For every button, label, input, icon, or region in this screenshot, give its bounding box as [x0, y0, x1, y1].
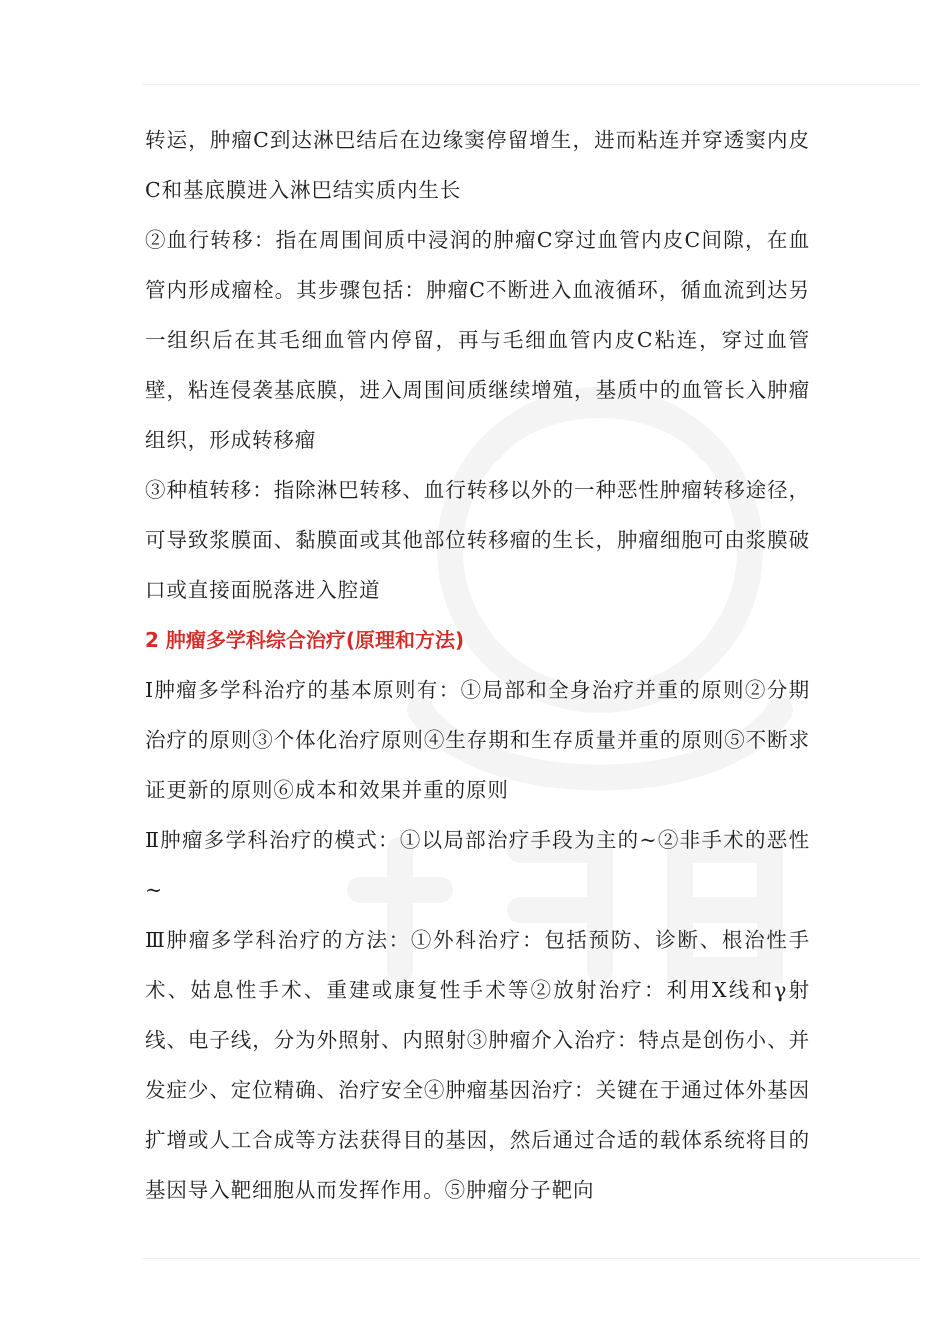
top-divider	[143, 84, 920, 85]
section-heading: 2 肿瘤多学科综合治疗(原理和方法)	[145, 628, 465, 652]
paragraph-implantation-metastasis: ③种植转移：指除淋巴转移、血行转移以外的一种恶性肿瘤转移途径，可导致浆膜面、黏膜面或其他部位转移瘤的生长，肿瘤细胞可由浆膜破口或直接面脱落进入腔道	[145, 478, 810, 602]
paragraph-treatment-methods: Ⅲ肿瘤多学科治疗的方法：①外科治疗：包括预防、诊断、根治性手术、姑息性手术、重建或康复性手术等②放射治疗：利用X线和γ射线、电子线，分为外照射、内照射③肿瘤介入治疗：特点是创伤小、并发症少、定位精确、治疗安全④肿瘤基因治疗：关键在于通过体外基因扩增或人工合成等方法获得目的基因，然后通过合适的载体系统将目的基因导入靶细胞从而发挥作用。⑤肿瘤分子靶向	[145, 928, 810, 1202]
paragraph-hematogenous-metastasis: ②血行转移：指在周围间质中浸润的肿瘤C穿过血管内皮C间隙，在血管内形成瘤栓。其步骤包括：肿瘤C不断进入血液循环，循血流到达另一组织后在其毛细血管内停留，再与毛细血管内皮C粘连，穿过血管壁，粘连侵袭基底膜，进入周围间质继续增殖，基质中的血管长入肿瘤组织，形成转移瘤	[145, 228, 810, 452]
bottom-divider	[143, 1258, 920, 1259]
paragraph-lymphatic-continued: 转运，肿瘤C到达淋巴结后在边缘窦停留增生，进而粘连并穿透窦内皮C和基底膜进入淋巴结实质内生长	[145, 128, 810, 202]
paragraph-treatment-modes: Ⅱ肿瘤多学科治疗的模式：①以局部治疗手段为主的~②非手术的恶性~	[145, 828, 810, 902]
paragraph-basic-principles: Ⅰ肿瘤多学科治疗的基本原则有：①局部和全身治疗并重的原则②分期治疗的原则③个体化治疗原则④生存期和生存质量并重的原则⑤不断求证更新的原则⑥成本和效果并重的原则	[145, 678, 810, 802]
document-body	[145, 115, 810, 1215]
